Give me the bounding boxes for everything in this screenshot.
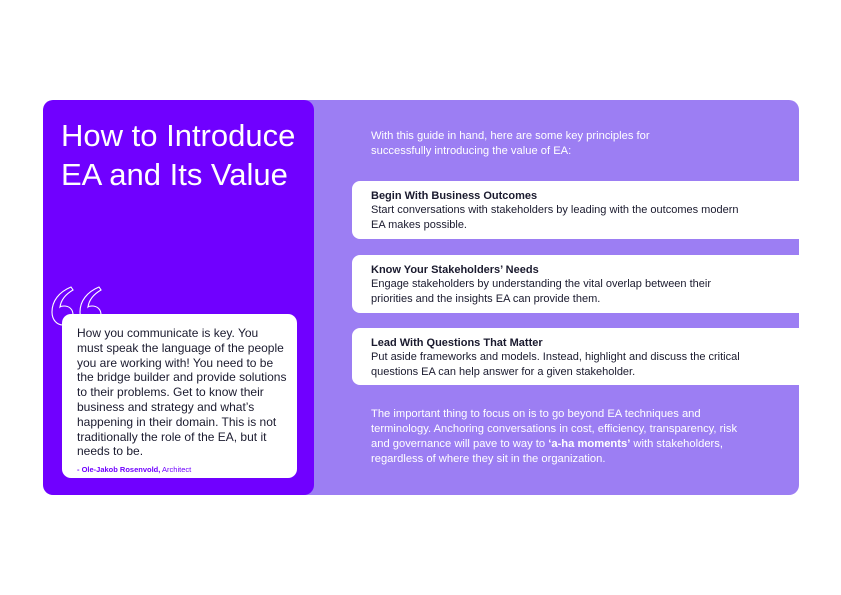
quote-role: Architect: [162, 465, 192, 475]
principle-title: Begin With Business Outcomes: [371, 190, 538, 202]
principle-title: Lead With Questions That Matter: [371, 337, 543, 349]
closing-emphasis: ‘a-ha moments’: [548, 438, 631, 450]
page-title: How to Introduce EA and Its Value: [61, 118, 296, 192]
title-panel: [43, 100, 314, 495]
quote-attribution: [77, 465, 287, 474]
principle-body: Engage stakeholders by understanding the vital overlap between their priorities and the insights EA can provide them.: [371, 278, 712, 305]
principle-body: Put aside frameworks and models. Instead, highlight and discuss the critical questions EA can help answer for a given stakeholder.: [371, 351, 740, 378]
principle-card: [352, 181, 799, 239]
intro-text: With this guide in hand, here are some key principles for successfully introducing the value of EA:: [371, 130, 650, 157]
content-card: [43, 100, 799, 495]
quote-box: [62, 314, 297, 478]
quote-text: How you communicate is key. You must speak the language of the people you are working with! You need to be the bridge builder and provide solutions to their problems. Get to know their business and strategy and what’s happening in their domain. This is not traditionally the role of the EA, but it needs to be.: [77, 326, 287, 459]
principle-card: [352, 328, 799, 385]
principle-card: [352, 255, 799, 313]
principle-body: Start conversations with stakeholders by leading with the outcomes modern EA makes possible.: [371, 204, 739, 231]
closing-text-start: The important thing to focus on is to go beyond EA techniques and terminology. Anchoring conversations in cost, efficiency, transparency, risk and governance will pave to way to: [371, 408, 738, 450]
principle-title: Know Your Stakeholders’ Needs: [371, 264, 539, 276]
closing-text-end: with stakeholders, regardless of where they sit in the organization.: [371, 438, 723, 465]
closing-text: [371, 407, 751, 467]
quote-author: - Ole-Jakob Rosenvold,: [77, 465, 161, 475]
